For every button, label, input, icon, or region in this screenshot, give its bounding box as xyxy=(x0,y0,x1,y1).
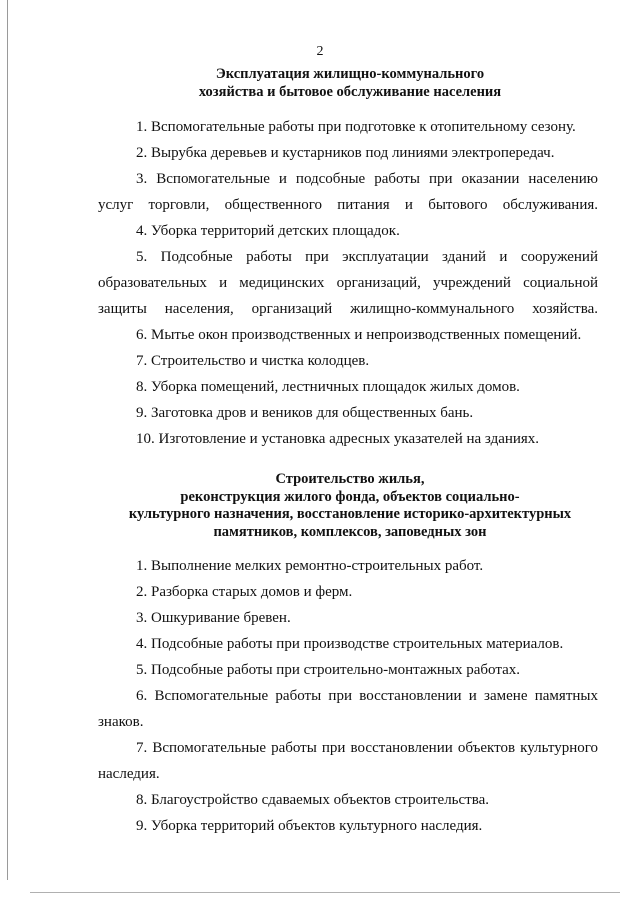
section-2-heading-line: Строительство жилья, xyxy=(275,471,425,487)
section-2-item-6: 6. Вспомогательные работы при восстановлении и замене памятных знаков. xyxy=(98,688,598,730)
section-2-item-7: 7. Вспомогательные работы при восстановлении объектов культурного наследия. xyxy=(98,740,598,782)
scan-left-border xyxy=(7,0,8,880)
section-1-item-1: 1. Вспомогательные работы при подготовке к отопительному сезону. xyxy=(136,119,576,135)
section-1-item-4: 4. Уборка территорий детских площадок. xyxy=(136,223,400,239)
section-1-item-10: 10. Изготовление и установка адресных указателей на зданиях. xyxy=(136,431,540,447)
section-1-heading xyxy=(50,66,640,101)
section-1-item-6: 6. Мытье окон производственных и непроизводственных помещений. xyxy=(136,327,582,343)
scan-bottom-rule xyxy=(30,892,620,893)
section-1-item-9: 9. Заготовка дров и веников для общественных бань. xyxy=(136,405,474,421)
section-1-heading-line: Эксплуатация жилищно-коммунального xyxy=(215,66,485,82)
section-2-heading-line: культурного назначения, восстановление историко-архитектурных xyxy=(128,506,572,522)
section-1-item-7: 7. Строительство и чистка колодцев. xyxy=(136,353,370,369)
section-1-heading-line: хозяйства и бытовое обслуживание населения xyxy=(198,83,502,100)
section-1-item-5: 5. Подсобные работы при эксплуатации зданий и сооружений образовательных и медицинских организаций, учреждений социальной защиты населения, организаций жилищно-коммунального хозяйства. xyxy=(98,249,598,317)
section-2-item-2: 2. Разборка старых домов и ферм. xyxy=(136,584,353,600)
section-1-item-2: 2. Вырубка деревьев и кустарников под линиями электропередач. xyxy=(136,145,555,161)
section-2-heading-line: памятников, комплексов, заповедных зон xyxy=(213,523,487,540)
section-2-item-4: 4. Подсобные работы при производстве строительных материалов. xyxy=(136,636,564,652)
section-1-item-3: 3. Вспомогательные и подсобные работы при оказании населению услуг торговли, общественного питания и бытового обслуживания. xyxy=(98,171,598,213)
section-2-heading-line: реконструкция жилого фонда, объектов социально- xyxy=(180,488,520,505)
section-2-item-3: 3. Ошкуривание бревен. xyxy=(136,610,291,626)
section-2-item-9: 9. Уборка территорий объектов культурного наследия. xyxy=(136,818,483,834)
section-2-item-5: 5. Подсобные работы при строительно-монтажных работах. xyxy=(136,662,520,678)
section-2-item-1: 1. Выполнение мелких ремонтно-строительных работ. xyxy=(136,558,484,574)
section-1-item-8: 8. Уборка помещений, лестничных площадок жилых домов. xyxy=(136,379,520,395)
section-2-heading xyxy=(50,471,640,541)
section-2-item-8: 8. Благоустройство сдаваемых объектов строительства. xyxy=(136,792,490,808)
page-number: 2 xyxy=(316,44,324,59)
